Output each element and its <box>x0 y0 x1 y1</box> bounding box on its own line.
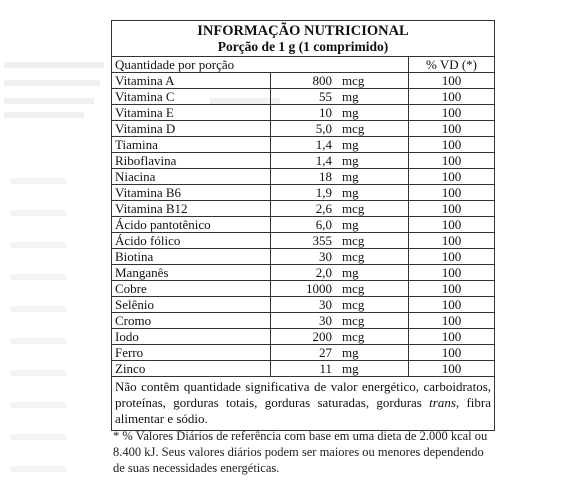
nutrient-name: Ácido pantotênico <box>112 217 271 233</box>
nutrient-name: Riboflavina <box>112 153 271 169</box>
nutrient-vd: 100 <box>409 361 495 377</box>
nutrient-vd: 100 <box>409 217 495 233</box>
table-row <box>112 249 494 265</box>
nutrient-vd: 100 <box>409 89 495 105</box>
nutrient-unit: mcg <box>338 329 409 345</box>
nutrient-amount: 27 <box>271 345 339 361</box>
nutrient-name: Vitamina E <box>112 105 271 121</box>
table-row <box>112 121 494 137</box>
nutrient-vd: 100 <box>409 265 495 281</box>
nutrient-amount: 1,4 <box>271 137 339 153</box>
table-row <box>112 169 494 185</box>
table-row <box>112 281 494 297</box>
panel-subtitle: Porção de 1 g (1 comprimido) <box>217 39 389 54</box>
nutrient-amount: 18 <box>271 169 339 185</box>
nutrient-vd: 100 <box>409 201 495 217</box>
nutrient-vd: 100 <box>409 185 495 201</box>
nutrient-amount: 30 <box>271 297 339 313</box>
table-header-row <box>112 57 494 73</box>
table-row <box>112 217 494 233</box>
nutrient-unit: mg <box>338 217 409 233</box>
nutrient-vd: 100 <box>409 249 495 265</box>
nutrient-unit: mg <box>338 137 409 153</box>
nutrient-amount: 1000 <box>271 281 339 297</box>
table-row <box>112 345 494 361</box>
nutrient-amount: 6,0 <box>271 217 339 233</box>
table-row <box>112 185 494 201</box>
nutrient-vd: 100 <box>409 297 495 313</box>
nutrient-amount: 55 <box>271 89 339 105</box>
nutrient-name: Selênio <box>112 297 271 313</box>
nutrient-unit: mg <box>338 169 409 185</box>
quantity-header: Quantidade por porção <box>112 57 409 73</box>
nutrient-name: Manganês <box>112 265 271 281</box>
nutrient-unit: mcg <box>338 297 409 313</box>
nutrient-unit: mcg <box>338 121 409 137</box>
nutrient-unit: mcg <box>338 313 409 329</box>
nutrient-name: Zinco <box>112 361 271 377</box>
nutrient-name: Vitamina C <box>112 89 271 105</box>
nutrient-unit: mcg <box>338 233 409 249</box>
nutrient-unit: mg <box>338 265 409 281</box>
footnote: * % Valores Diários de referência com base em uma dieta de 2.000 kcal ou 8.400 kJ. Seus valores diários podem ser maiores ou menores dependendo de suas necessidades energéticas. <box>113 429 488 475</box>
nutrient-unit: mcg <box>338 201 409 217</box>
nutrient-name: Cobre <box>112 281 271 297</box>
table-row <box>112 137 494 153</box>
note-italic: trans <box>429 395 456 410</box>
nutrient-amount: 30 <box>271 313 339 329</box>
nutrient-amount: 2,0 <box>271 265 339 281</box>
nutrient-unit: mg <box>338 89 409 105</box>
nutrient-unit: mg <box>338 153 409 169</box>
nutrient-name: Vitamina B6 <box>112 185 271 201</box>
nutrient-name: Iodo <box>112 329 271 345</box>
nutrient-name: Vitamina B12 <box>112 201 271 217</box>
table-row <box>112 233 494 249</box>
nutrient-vd: 100 <box>409 281 495 297</box>
nutrient-amount: 5,0 <box>271 121 339 137</box>
nutrient-amount: 800 <box>271 73 339 89</box>
nutrition-note <box>112 377 494 430</box>
nutrient-amount: 1,9 <box>271 185 339 201</box>
note-text: Não contêm quantidade significativa de valor energético, carboidratos, proteínas, gorduras totais, gorduras saturadas, gorduras <box>115 379 491 410</box>
nutrient-vd: 100 <box>409 137 495 153</box>
nutrient-vd: 100 <box>409 73 495 89</box>
nutrient-unit: mg <box>338 345 409 361</box>
nutrient-amount: 30 <box>271 249 339 265</box>
table-row <box>112 89 494 105</box>
nutrient-unit: mg <box>338 105 409 121</box>
nutrient-name: Tiamina <box>112 137 271 153</box>
nutrient-name: Ácido fólico <box>112 233 271 249</box>
nutrient-unit: mcg <box>338 249 409 265</box>
nutrient-table <box>112 57 494 377</box>
table-row <box>112 297 494 313</box>
nutrient-vd: 100 <box>409 153 495 169</box>
nutrient-amount: 10 <box>271 105 339 121</box>
nutrient-unit: mg <box>338 361 409 377</box>
table-row <box>112 153 494 169</box>
nutrient-name: Ferro <box>112 345 271 361</box>
nutrient-vd: 100 <box>409 121 495 137</box>
nutrient-name: Niacina <box>112 169 271 185</box>
note-text-end: , fibra alimentar e sódio. <box>115 395 491 426</box>
nutrient-amount: 355 <box>271 233 339 249</box>
table-row <box>112 105 494 121</box>
table-row <box>112 73 494 89</box>
nutrient-name: Biotina <box>112 249 271 265</box>
table-row <box>112 265 494 281</box>
nutrient-amount: 11 <box>271 361 339 377</box>
nutrient-unit: mg <box>338 185 409 201</box>
table-row <box>112 361 494 377</box>
table-row <box>112 201 494 217</box>
nutrient-vd: 100 <box>409 169 495 185</box>
nutrient-name: Vitamina D <box>112 121 271 137</box>
nutrient-name: Vitamina A <box>112 73 271 89</box>
nutrition-facts-panel <box>111 20 495 431</box>
nutrient-unit: mcg <box>338 73 409 89</box>
nutrient-vd: 100 <box>409 233 495 249</box>
nutrient-amount: 2,6 <box>271 201 339 217</box>
vd-header: % VD (*) <box>409 57 495 73</box>
nutrient-vd: 100 <box>409 329 495 345</box>
table-row <box>112 313 494 329</box>
nutrient-vd: 100 <box>409 313 495 329</box>
panel-header <box>112 21 494 57</box>
nutrient-vd: 100 <box>409 345 495 361</box>
nutrient-amount: 1,4 <box>271 153 339 169</box>
nutrient-name: Cromo <box>112 313 271 329</box>
nutrient-vd: 100 <box>409 105 495 121</box>
nutrient-unit: mcg <box>338 281 409 297</box>
panel-title: INFORMAÇÃO NUTRICIONAL <box>197 23 409 39</box>
nutrient-amount: 200 <box>271 329 339 345</box>
table-row <box>112 329 494 345</box>
